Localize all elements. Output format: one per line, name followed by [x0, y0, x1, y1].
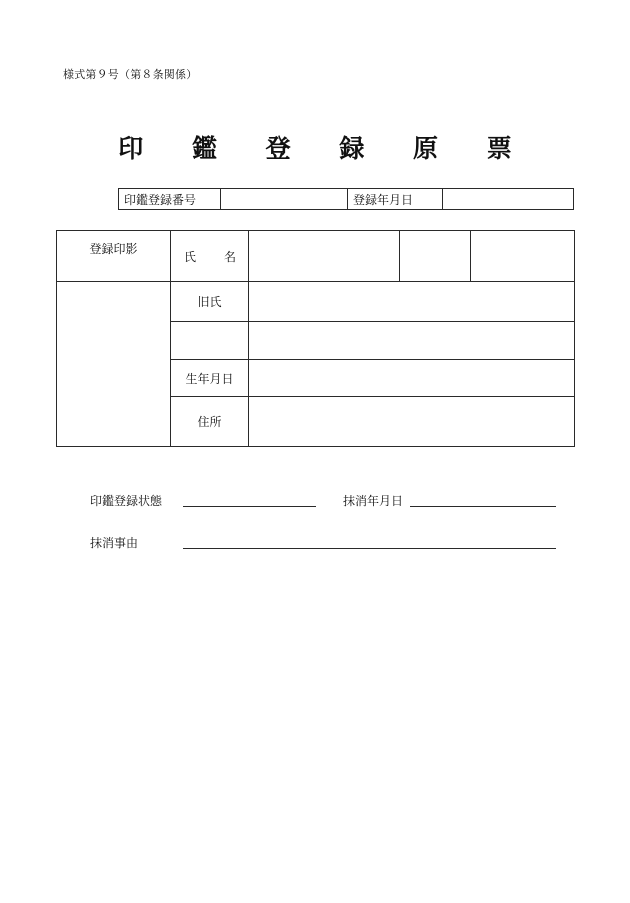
address-field[interactable]	[249, 397, 575, 447]
cancel-date-field[interactable]	[410, 506, 556, 507]
registration-number-field[interactable]	[221, 189, 348, 210]
name-extra-field-1[interactable]	[400, 231, 471, 282]
address-label: 住所	[171, 397, 249, 447]
registration-number-label: 印鑑登録番号	[119, 189, 221, 210]
registration-date-field[interactable]	[443, 189, 574, 210]
form-number: 様式第９号（第８条関係）	[63, 68, 198, 81]
former-surname-label: 旧氏	[171, 282, 249, 322]
name-label-left: 氏	[184, 249, 197, 264]
name-extra-field-2[interactable]	[471, 231, 575, 282]
name-field[interactable]	[249, 231, 400, 282]
name-label	[171, 231, 249, 282]
cancel-reason-label: 抹消事由	[90, 536, 139, 550]
seal-impression-label: 登録印影	[57, 231, 171, 282]
cancel-date-label: 抹消年月日	[343, 494, 404, 508]
birthdate-field[interactable]	[249, 360, 575, 397]
page-title: 印 鑑 登 録 原 票	[118, 134, 532, 163]
former-surname-field[interactable]	[249, 282, 575, 322]
blank-label-cell	[171, 322, 249, 360]
registration-date-label: 登録年月日	[348, 189, 443, 210]
registrant-table	[56, 230, 575, 447]
birthdate-label: 生年月日	[171, 360, 249, 397]
name-label-right: 名	[224, 249, 237, 264]
status-label: 印鑑登録状態	[90, 494, 163, 508]
status-field[interactable]	[183, 506, 316, 507]
blank-field[interactable]	[249, 322, 575, 360]
cancel-reason-field[interactable]	[183, 548, 556, 549]
registration-table	[118, 188, 574, 210]
seal-impression-box[interactable]	[57, 282, 171, 447]
